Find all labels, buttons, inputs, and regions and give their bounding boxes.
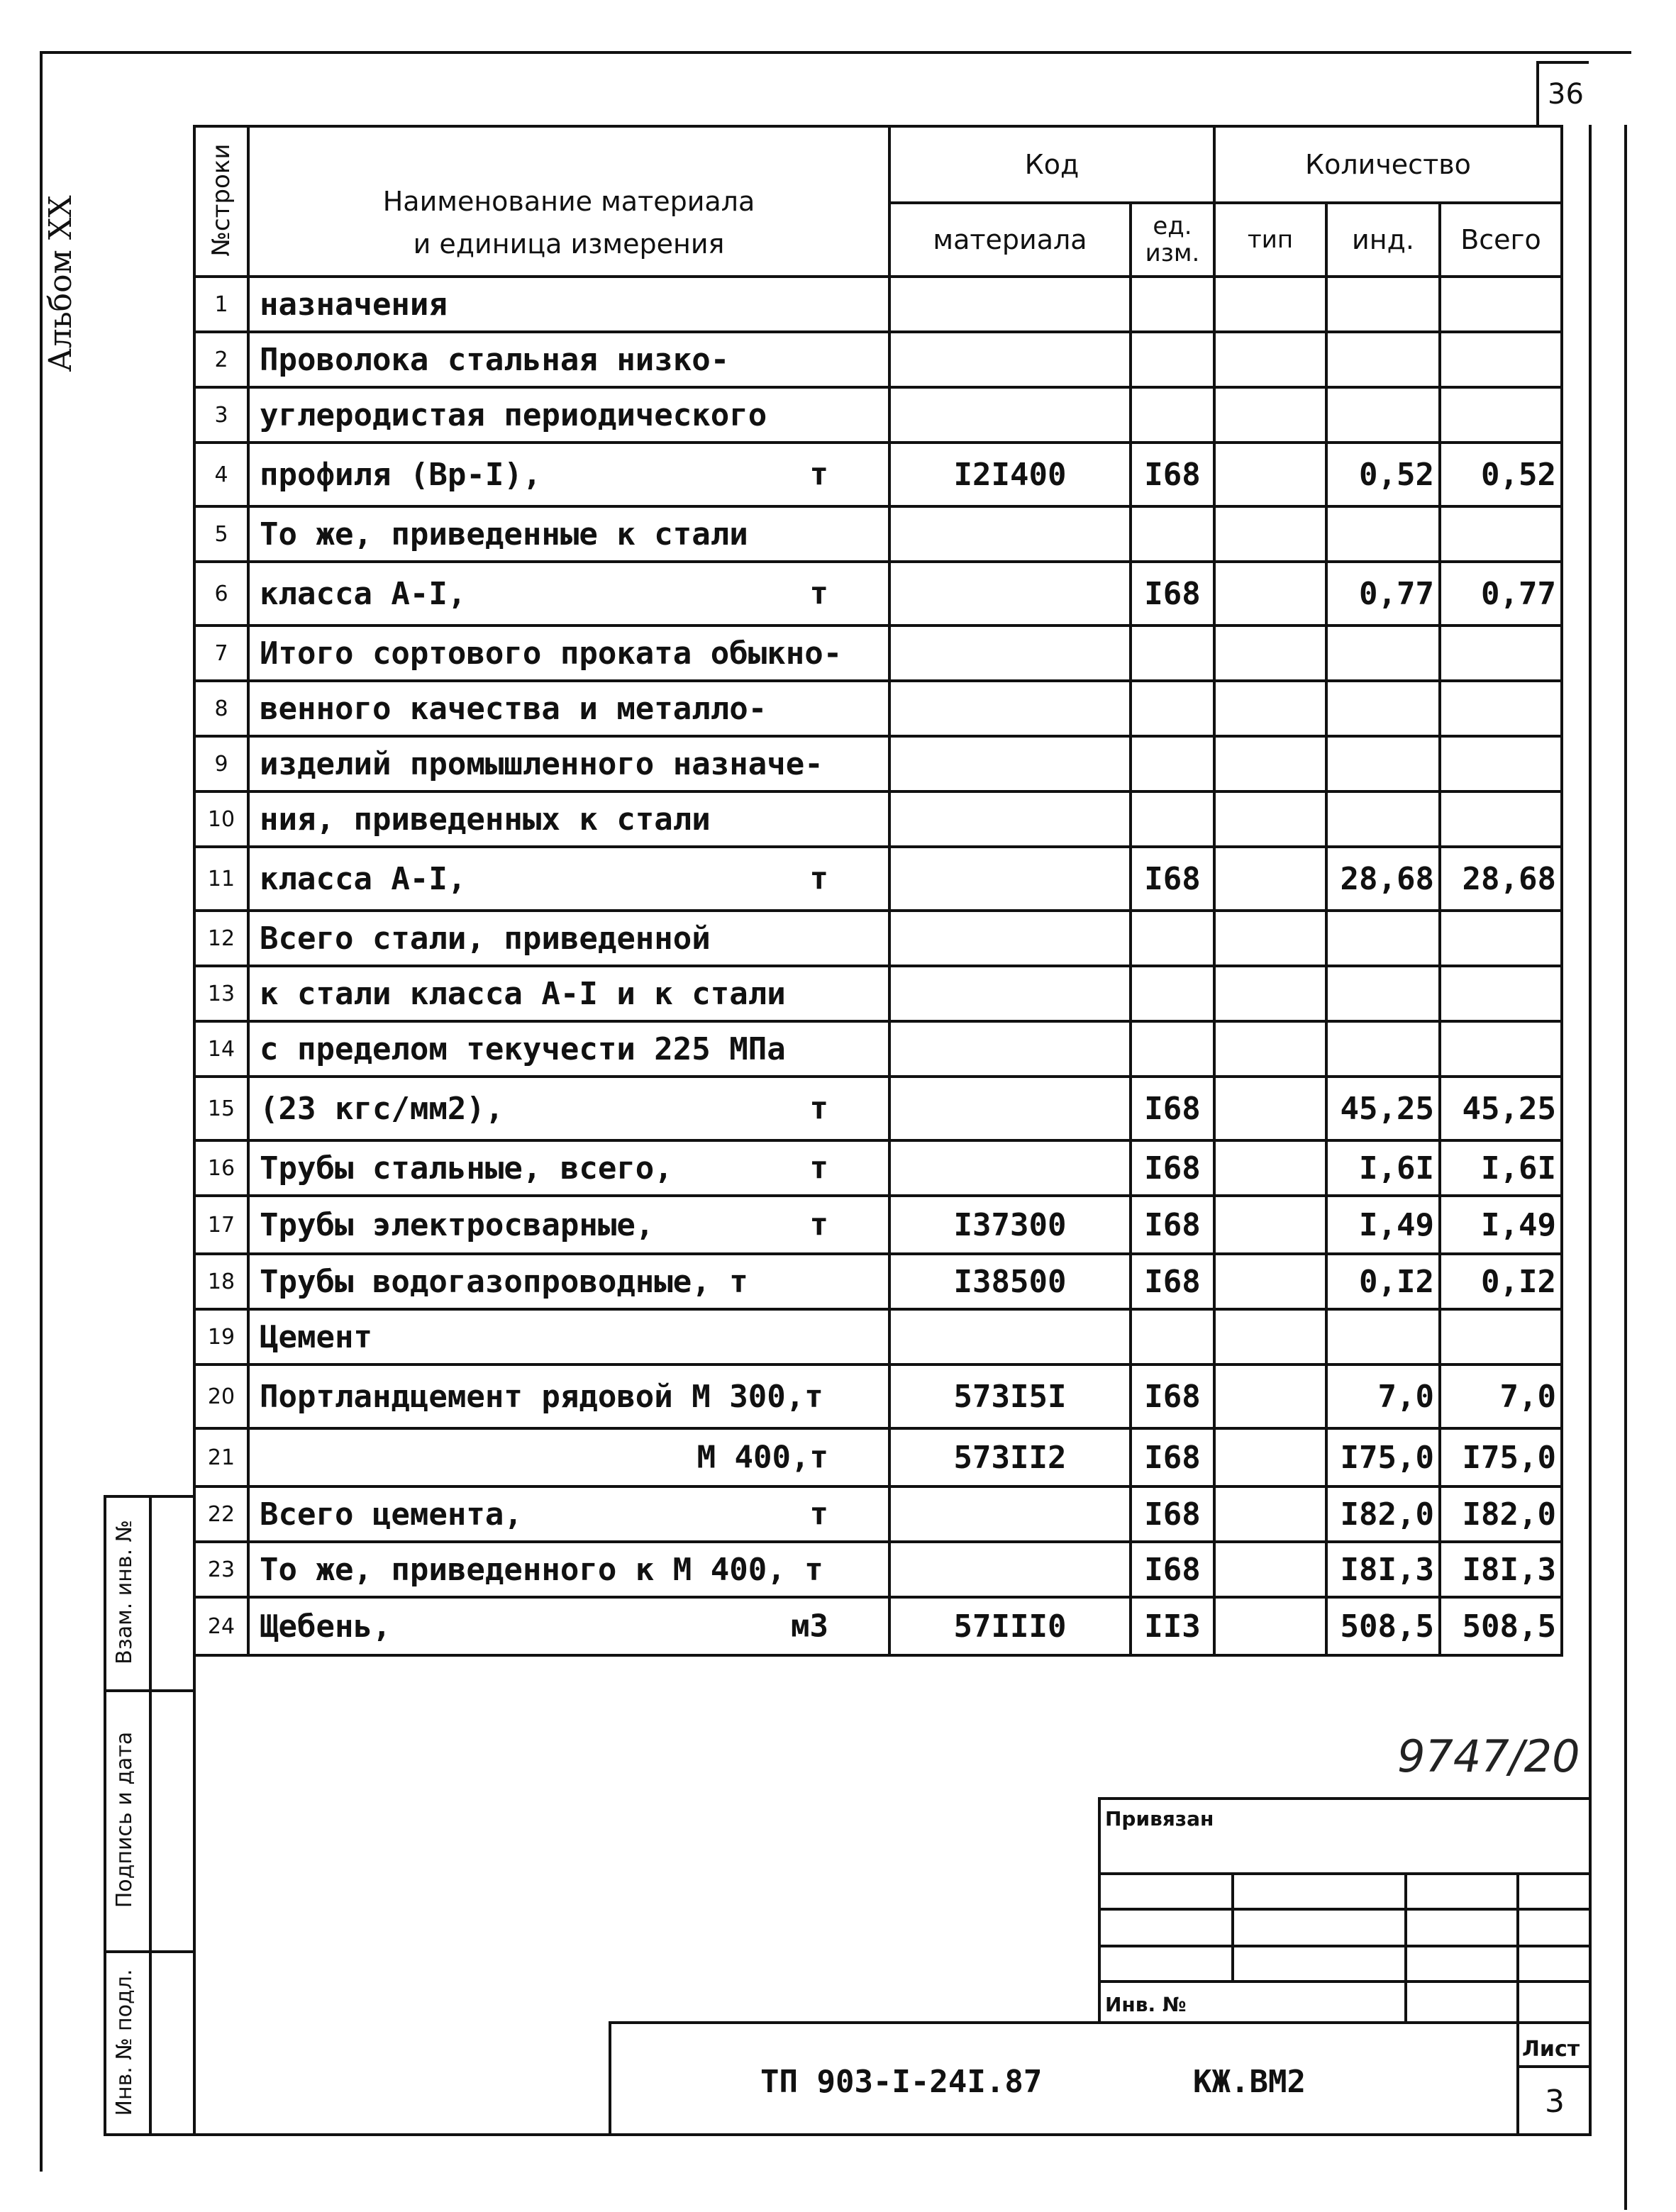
quantity-type bbox=[1214, 681, 1326, 736]
attach-h4 bbox=[1101, 1980, 1589, 1983]
table-row bbox=[194, 1597, 1562, 1655]
unit-text: т bbox=[809, 1150, 828, 1186]
quantity-type bbox=[1214, 791, 1326, 847]
unit-code: I68 bbox=[1131, 1428, 1214, 1486]
quantity-total: 0,I2 bbox=[1440, 1254, 1562, 1309]
quantity-type bbox=[1214, 1077, 1326, 1140]
material-name bbox=[248, 791, 889, 847]
material-name-text: к стали класса А-I и к стали bbox=[260, 975, 786, 1012]
material-code: I37300 bbox=[889, 1196, 1131, 1254]
unit-code: I68 bbox=[1131, 1542, 1214, 1597]
quantity-total: I,6I bbox=[1440, 1140, 1562, 1196]
material-name bbox=[248, 1365, 889, 1428]
qty-ind-header: инд. bbox=[1326, 203, 1440, 277]
table-row bbox=[194, 736, 1562, 791]
quantity-type bbox=[1214, 443, 1326, 506]
quantity-individual bbox=[1326, 681, 1440, 736]
quantity-total bbox=[1440, 1021, 1562, 1077]
quantity-individual: I82,0 bbox=[1326, 1486, 1440, 1542]
unit-text: м3 bbox=[791, 1608, 828, 1645]
quantity-individual bbox=[1326, 1021, 1440, 1077]
material-code bbox=[889, 626, 1131, 681]
qty-type-header: тип bbox=[1214, 203, 1326, 277]
material-code bbox=[889, 966, 1131, 1021]
quantity-type bbox=[1214, 1140, 1326, 1196]
unit-text: т bbox=[809, 860, 828, 897]
quantity-individual bbox=[1326, 736, 1440, 791]
unit-code: I68 bbox=[1131, 1486, 1214, 1542]
inner-right-border bbox=[1589, 125, 1592, 2136]
attach-v2 bbox=[1404, 1872, 1407, 2024]
unit-code bbox=[1131, 506, 1214, 562]
material-code bbox=[889, 1077, 1131, 1140]
material-code bbox=[889, 681, 1131, 736]
table-row bbox=[194, 1365, 1562, 1428]
quantity-individual bbox=[1326, 966, 1440, 1021]
material-name bbox=[248, 332, 889, 387]
material-code: 573II2 bbox=[889, 1428, 1131, 1486]
quantity-type bbox=[1214, 1542, 1326, 1597]
quantity-total bbox=[1440, 506, 1562, 562]
unit-text: т bbox=[809, 1206, 828, 1243]
title-sheet-divider bbox=[1516, 2024, 1519, 2136]
material-code: I2I400 bbox=[889, 443, 1131, 506]
frame-top bbox=[40, 51, 1631, 54]
material-name-text: Проволока стальная низко- bbox=[260, 341, 730, 378]
quantity-total bbox=[1440, 736, 1562, 791]
material-name bbox=[248, 1254, 889, 1309]
material-name-text: Трубы водогазопроводные, т bbox=[260, 1263, 748, 1300]
material-name bbox=[248, 1597, 889, 1655]
quantity-type bbox=[1214, 562, 1326, 626]
material-name bbox=[248, 1309, 889, 1365]
material-name-text: Цемент bbox=[260, 1318, 372, 1355]
unit-code: I68 bbox=[1131, 443, 1214, 506]
material-code bbox=[889, 1309, 1131, 1365]
quantity-type bbox=[1214, 626, 1326, 681]
quantity-total bbox=[1440, 277, 1562, 332]
row-number: 13 bbox=[194, 966, 248, 1021]
handwritten-number: 9747/20 bbox=[1397, 1730, 1580, 1782]
quantity-total: 508,5 bbox=[1440, 1597, 1562, 1655]
table-row bbox=[194, 847, 1562, 911]
row-number: 10 bbox=[194, 791, 248, 847]
unit-text: М 400,т bbox=[697, 1439, 828, 1476]
album-label: Альбом XX bbox=[43, 195, 79, 372]
table-row bbox=[194, 911, 1562, 966]
row-number-header-text: №строки bbox=[207, 143, 235, 257]
unit-code: II3 bbox=[1131, 1597, 1214, 1655]
quantity-total: I,49 bbox=[1440, 1196, 1562, 1254]
table-row bbox=[194, 966, 1562, 1021]
material-name-text: То же, приведенные к стали bbox=[260, 516, 748, 552]
quantity-type bbox=[1214, 736, 1326, 791]
material-name bbox=[248, 1077, 889, 1140]
unit-code bbox=[1131, 966, 1214, 1021]
row-number: 7 bbox=[194, 626, 248, 681]
quantity-type bbox=[1214, 847, 1326, 911]
material-code bbox=[889, 1542, 1131, 1597]
material-name-text: Всего цемента, bbox=[260, 1496, 523, 1533]
material-name-text: профиля (Вр-I), bbox=[260, 456, 542, 493]
quantity-individual: 7,0 bbox=[1326, 1365, 1440, 1428]
table-row bbox=[194, 1486, 1562, 1542]
row-number: 5 bbox=[194, 506, 248, 562]
original-inventory-label: Инв. № подл. bbox=[112, 1969, 137, 2116]
material-code bbox=[889, 911, 1131, 966]
quantity-individual: 28,68 bbox=[1326, 847, 1440, 911]
quantity-type bbox=[1214, 506, 1326, 562]
quantity-individual: 0,52 bbox=[1326, 443, 1440, 506]
table-row bbox=[194, 1140, 1562, 1196]
quantity-total bbox=[1440, 966, 1562, 1021]
table-row bbox=[194, 562, 1562, 626]
frame-right bbox=[1624, 125, 1627, 2210]
table-row bbox=[194, 1077, 1562, 1140]
code-group-header: Код bbox=[889, 126, 1214, 203]
sheet-label: Лист bbox=[1522, 2037, 1580, 2062]
quantity-group-header: Количество bbox=[1214, 126, 1562, 203]
quantity-individual: I75,0 bbox=[1326, 1428, 1440, 1486]
quantity-type bbox=[1214, 387, 1326, 443]
attach-h2 bbox=[1101, 1908, 1589, 1911]
table-row bbox=[194, 387, 1562, 443]
material-name-text: с пределом текучести 225 МПа bbox=[260, 1030, 786, 1067]
row-number: 9 bbox=[194, 736, 248, 791]
material-name-text: Всего стали, приведенной bbox=[260, 920, 711, 957]
row-number-header bbox=[194, 126, 248, 277]
row-number: 16 bbox=[194, 1140, 248, 1196]
quantity-total bbox=[1440, 911, 1562, 966]
quantity-type bbox=[1214, 1309, 1326, 1365]
row-number: 3 bbox=[194, 387, 248, 443]
table-row bbox=[194, 1309, 1562, 1365]
quantity-individual: 508,5 bbox=[1326, 1597, 1440, 1655]
material-code bbox=[889, 847, 1131, 911]
quantity-individual bbox=[1326, 626, 1440, 681]
row-number: 19 bbox=[194, 1309, 248, 1365]
material-name bbox=[248, 1140, 889, 1196]
quantity-total bbox=[1440, 681, 1562, 736]
table-row bbox=[194, 626, 1562, 681]
attachment-block bbox=[1098, 1797, 1589, 2023]
quantity-type bbox=[1214, 1365, 1326, 1428]
material-name bbox=[248, 736, 889, 791]
unit-code: I68 bbox=[1131, 1196, 1214, 1254]
material-code bbox=[889, 1140, 1131, 1196]
quantity-type bbox=[1214, 332, 1326, 387]
material-code: I38500 bbox=[889, 1254, 1131, 1309]
material-name bbox=[248, 562, 889, 626]
unit-code bbox=[1131, 332, 1214, 387]
material-name bbox=[248, 1542, 889, 1597]
quantity-total: 0,77 bbox=[1440, 562, 1562, 626]
row-number: 12 bbox=[194, 911, 248, 966]
row-number: 24 bbox=[194, 1597, 248, 1655]
row-number: 23 bbox=[194, 1542, 248, 1597]
quantity-total: 28,68 bbox=[1440, 847, 1562, 911]
material-name-text: (23 кгс/мм2), bbox=[260, 1090, 504, 1127]
row-number: 1 bbox=[194, 277, 248, 332]
row-number: 20 bbox=[194, 1365, 248, 1428]
attach-h1 bbox=[1101, 1872, 1589, 1875]
page-number-box bbox=[1536, 61, 1589, 125]
unit-code: I68 bbox=[1131, 847, 1214, 911]
material-name-text: Трубы электросварные, bbox=[260, 1206, 655, 1243]
unit-code: I68 bbox=[1131, 1254, 1214, 1309]
code-material-header: материала bbox=[889, 203, 1131, 277]
quantity-type bbox=[1214, 1021, 1326, 1077]
material-name bbox=[248, 681, 889, 736]
material-code bbox=[889, 1021, 1131, 1077]
name-header-text: Наименование материала и единица измерения bbox=[382, 186, 755, 260]
quantity-total bbox=[1440, 791, 1562, 847]
material-name bbox=[248, 1486, 889, 1542]
quantity-individual bbox=[1326, 791, 1440, 847]
quantity-total: I82,0 bbox=[1440, 1486, 1562, 1542]
unit-code bbox=[1131, 1309, 1214, 1365]
attachment-label: Привязан bbox=[1105, 1807, 1214, 1830]
material-name-text: изделий промышленного назначе- bbox=[260, 745, 823, 782]
material-table bbox=[193, 125, 1563, 1657]
quantity-individual bbox=[1326, 387, 1440, 443]
row-number: 21 bbox=[194, 1428, 248, 1486]
table-row bbox=[194, 1542, 1562, 1597]
quantity-total: I8I,3 bbox=[1440, 1542, 1562, 1597]
row-number: 11 bbox=[194, 847, 248, 911]
table-row bbox=[194, 791, 1562, 847]
material-code bbox=[889, 387, 1131, 443]
quantity-individual bbox=[1326, 277, 1440, 332]
row-number: 22 bbox=[194, 1486, 248, 1542]
quantity-type bbox=[1214, 966, 1326, 1021]
quantity-total: 45,25 bbox=[1440, 1077, 1562, 1140]
row-number: 14 bbox=[194, 1021, 248, 1077]
quantity-individual bbox=[1326, 1309, 1440, 1365]
unit-text: т bbox=[809, 456, 828, 493]
material-name bbox=[248, 626, 889, 681]
quantity-individual bbox=[1326, 911, 1440, 966]
table-row bbox=[194, 1021, 1562, 1077]
material-name-text: Итого сортового проката обыкно- bbox=[260, 635, 843, 672]
row-number: 6 bbox=[194, 562, 248, 626]
material-name-text: Портландцемент рядовой М 300,т bbox=[260, 1378, 823, 1415]
row-number: 17 bbox=[194, 1196, 248, 1254]
side-strip-line bbox=[104, 1495, 106, 2136]
signature-date-label: Подпись и дата bbox=[112, 1731, 137, 1908]
quantity-total bbox=[1440, 387, 1562, 443]
material-code bbox=[889, 506, 1131, 562]
quantity-individual: 0,77 bbox=[1326, 562, 1440, 626]
material-name-text: углеродистая периодического bbox=[260, 396, 767, 433]
table-row bbox=[194, 1428, 1562, 1486]
code-unit-header: ед. изм. bbox=[1131, 203, 1214, 277]
unit-code bbox=[1131, 791, 1214, 847]
unit-code bbox=[1131, 626, 1214, 681]
material-name-text: назначения bbox=[260, 286, 448, 323]
replacement-inventory-label: Взам. инв. № bbox=[112, 1520, 137, 1664]
quantity-type bbox=[1214, 911, 1326, 966]
material-name-text: То же, приведенного к М 400, т bbox=[260, 1551, 823, 1588]
quantity-total bbox=[1440, 626, 1562, 681]
material-name bbox=[248, 443, 889, 506]
row-number: 18 bbox=[194, 1254, 248, 1309]
material-name bbox=[248, 1428, 889, 1486]
material-name bbox=[248, 1021, 889, 1077]
quantity-type bbox=[1214, 1428, 1326, 1486]
material-name-text: Щебень, bbox=[260, 1608, 392, 1645]
table-row bbox=[194, 506, 1562, 562]
title-sheet-hline bbox=[1516, 2065, 1592, 2068]
material-name bbox=[248, 966, 889, 1021]
quantity-total bbox=[1440, 332, 1562, 387]
table-row bbox=[194, 1254, 1562, 1309]
table-row bbox=[194, 1196, 1562, 1254]
material-name-text: класса А-I, bbox=[260, 575, 467, 612]
table-row bbox=[194, 332, 1562, 387]
material-code bbox=[889, 1486, 1131, 1542]
name-header bbox=[248, 126, 889, 277]
unit-code bbox=[1131, 911, 1214, 966]
quantity-individual bbox=[1326, 506, 1440, 562]
material-code: 57III0 bbox=[889, 1597, 1131, 1655]
material-name bbox=[248, 911, 889, 966]
unit-code: I68 bbox=[1131, 1365, 1214, 1428]
inventory-number-label: Инв. № bbox=[1105, 1993, 1187, 2016]
unit-code bbox=[1131, 1021, 1214, 1077]
qty-total-header: Всего bbox=[1440, 203, 1562, 277]
page-number: 36 bbox=[1548, 78, 1584, 111]
unit-text: т bbox=[809, 575, 828, 612]
side-strip-inner bbox=[149, 1495, 152, 2136]
material-name bbox=[248, 387, 889, 443]
row-number: 2 bbox=[194, 332, 248, 387]
quantity-total: 0,52 bbox=[1440, 443, 1562, 506]
quantity-individual: I,6I bbox=[1326, 1140, 1440, 1196]
unit-code: I68 bbox=[1131, 562, 1214, 626]
attach-v3 bbox=[1516, 1872, 1519, 2024]
unit-text: т bbox=[809, 1496, 828, 1533]
quantity-type bbox=[1214, 1597, 1326, 1655]
material-code bbox=[889, 791, 1131, 847]
material-name-text: ния, приведенных к стали bbox=[260, 801, 711, 838]
material-code bbox=[889, 277, 1131, 332]
unit-code bbox=[1131, 387, 1214, 443]
row-number: 15 bbox=[194, 1077, 248, 1140]
material-name bbox=[248, 277, 889, 332]
quantity-type bbox=[1214, 277, 1326, 332]
quantity-type bbox=[1214, 1254, 1326, 1309]
material-name bbox=[248, 847, 889, 911]
quantity-individual bbox=[1326, 332, 1440, 387]
quantity-type bbox=[1214, 1196, 1326, 1254]
unit-code: I68 bbox=[1131, 1077, 1214, 1140]
attach-v1 bbox=[1231, 1872, 1234, 1980]
material-name bbox=[248, 506, 889, 562]
quantity-total bbox=[1440, 1309, 1562, 1365]
quantity-total: 7,0 bbox=[1440, 1365, 1562, 1428]
unit-code bbox=[1131, 736, 1214, 791]
material-code bbox=[889, 332, 1131, 387]
attach-h3 bbox=[1101, 1945, 1589, 1947]
quantity-total: I75,0 bbox=[1440, 1428, 1562, 1486]
material-name-text: класса А-I, bbox=[260, 860, 467, 897]
row-number: 4 bbox=[194, 443, 248, 506]
quantity-individual: I,49 bbox=[1326, 1196, 1440, 1254]
quantity-individual: 0,I2 bbox=[1326, 1254, 1440, 1309]
material-name-text: венного качества и металло- bbox=[260, 690, 767, 727]
material-name-text: Трубы стальные, всего, bbox=[260, 1150, 673, 1186]
material-code bbox=[889, 562, 1131, 626]
unit-code bbox=[1131, 277, 1214, 332]
title-block bbox=[609, 2021, 1589, 2136]
sheet-number: 3 bbox=[1545, 2084, 1565, 2120]
unit-code bbox=[1131, 681, 1214, 736]
unit-code: I68 bbox=[1131, 1140, 1214, 1196]
quantity-type bbox=[1214, 1486, 1326, 1542]
row-number: 8 bbox=[194, 681, 248, 736]
material-name bbox=[248, 1196, 889, 1254]
table-row bbox=[194, 277, 1562, 332]
unit-text: т bbox=[809, 1090, 828, 1127]
table-row bbox=[194, 443, 1562, 506]
quantity-individual: 45,25 bbox=[1326, 1077, 1440, 1140]
material-code: 573I5I bbox=[889, 1365, 1131, 1428]
quantity-individual: I8I,3 bbox=[1326, 1542, 1440, 1597]
document-mark: КЖ.ВМ2 bbox=[1193, 2064, 1306, 2100]
document-code: ТП 903-I-24I.87 bbox=[760, 2064, 1043, 2100]
table-row bbox=[194, 681, 1562, 736]
material-code bbox=[889, 736, 1131, 791]
